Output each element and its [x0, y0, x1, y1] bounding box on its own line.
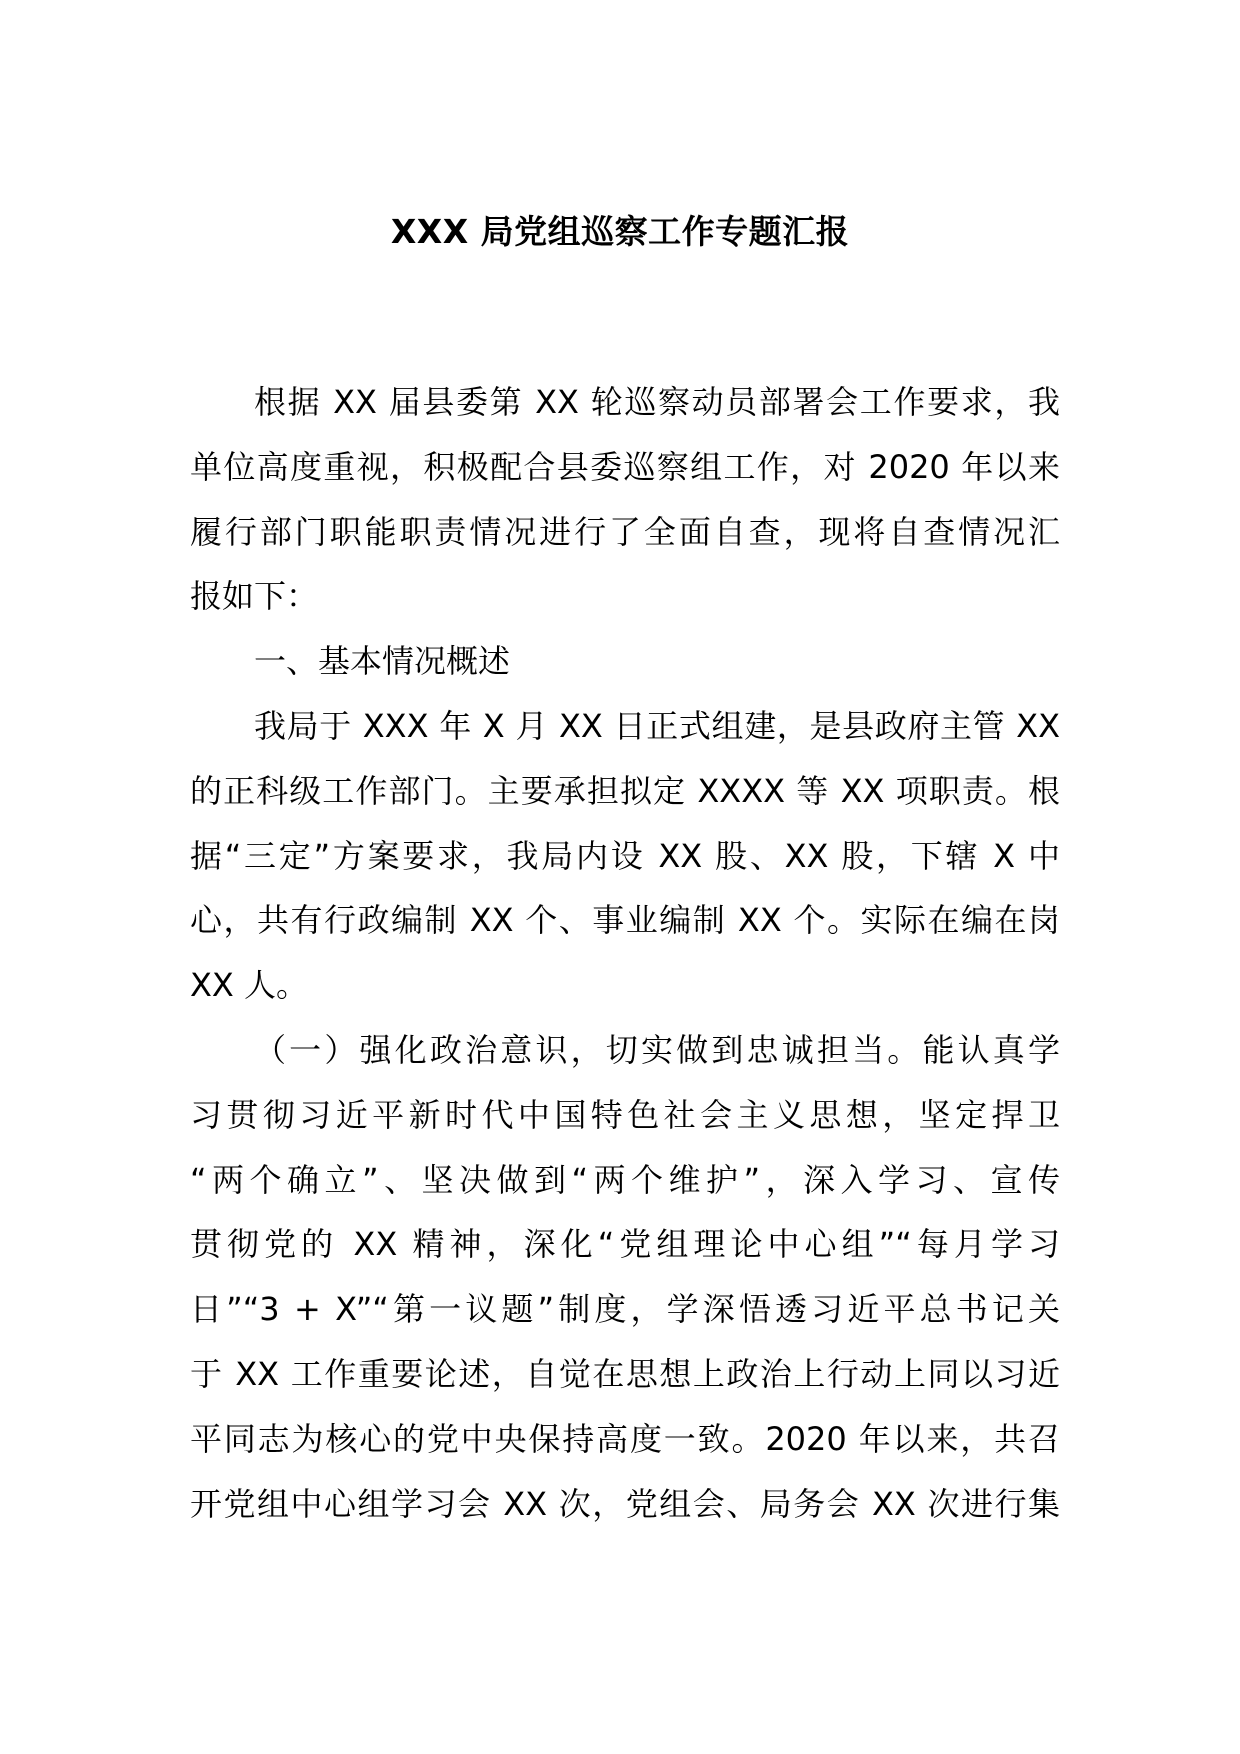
paragraph-2-line-1: 我局于 XXX 年 X 月 XX 日正式组建，是县政府主管 XX	[254, 706, 1060, 745]
paragraph-3-line-2: 习贯彻习近平新时代中国特色社会主义思想，坚定捍卫	[190, 1095, 1060, 1134]
paragraph-3-line-8: 开党组中心组学习会 XX 次，党组会、局务会 XX 次进行集	[190, 1484, 1060, 1523]
document-title: XXX 局党组巡察工作专题汇报	[390, 212, 850, 251]
paragraph-3-line-5: 日”“3 + X”“第一议题”制度，学深悟透习近平总书记关	[190, 1290, 1060, 1329]
paragraph-2-line-4: 心，共有行政编制 XX 个、事业编制 XX 个。实际在编在岗	[190, 901, 1060, 940]
paragraph-3-line-3: “两个确立”、坚决做到“两个维护”，深入学习、宣传	[190, 1160, 1060, 1199]
paragraph-3-line-4: 贯彻党的 XX 精神，深化“党组理论中心组”“每月学习	[190, 1225, 1060, 1264]
paragraph-3-line-1: （一）强化政治意识，切实做到忠诚担当。能认真学	[254, 1030, 1060, 1069]
paragraph-3-line-6: 于 XX 工作重要论述，自觉在思想上政治上行动上同以习近	[190, 1354, 1060, 1393]
paragraph-1-line-2: 单位高度重视，积极配合县委巡察组工作，对 2020 年以来	[190, 447, 1060, 486]
document-body	[190, 370, 1060, 1536]
paragraph-1-line-1: 根据 XX 届县委第 XX 轮巡察动员部署会工作要求，我	[254, 383, 1060, 421]
paragraph-3-line-7: 平同志为核心的党中央保持高度一致。2020 年以来，共召	[190, 1419, 1060, 1458]
section-heading-1: 一、基本情况概述	[254, 642, 511, 681]
paragraph-2-line-5: XX 人。	[190, 966, 309, 1005]
paragraph-1-line-3: 履行部门职能职责情况进行了全面自查，现将自查情况汇	[190, 512, 1060, 551]
paragraph-2-line-2: 的正科级工作部门。主要承担拟定 XXXX 等 XX 项职责。根	[190, 771, 1060, 810]
paragraph-1-line-4: 报如下：	[190, 577, 319, 616]
paragraph-2-line-3: 据“三定”方案要求，我局内设 XX 股、XX 股，下辖 X 中	[190, 836, 1060, 875]
